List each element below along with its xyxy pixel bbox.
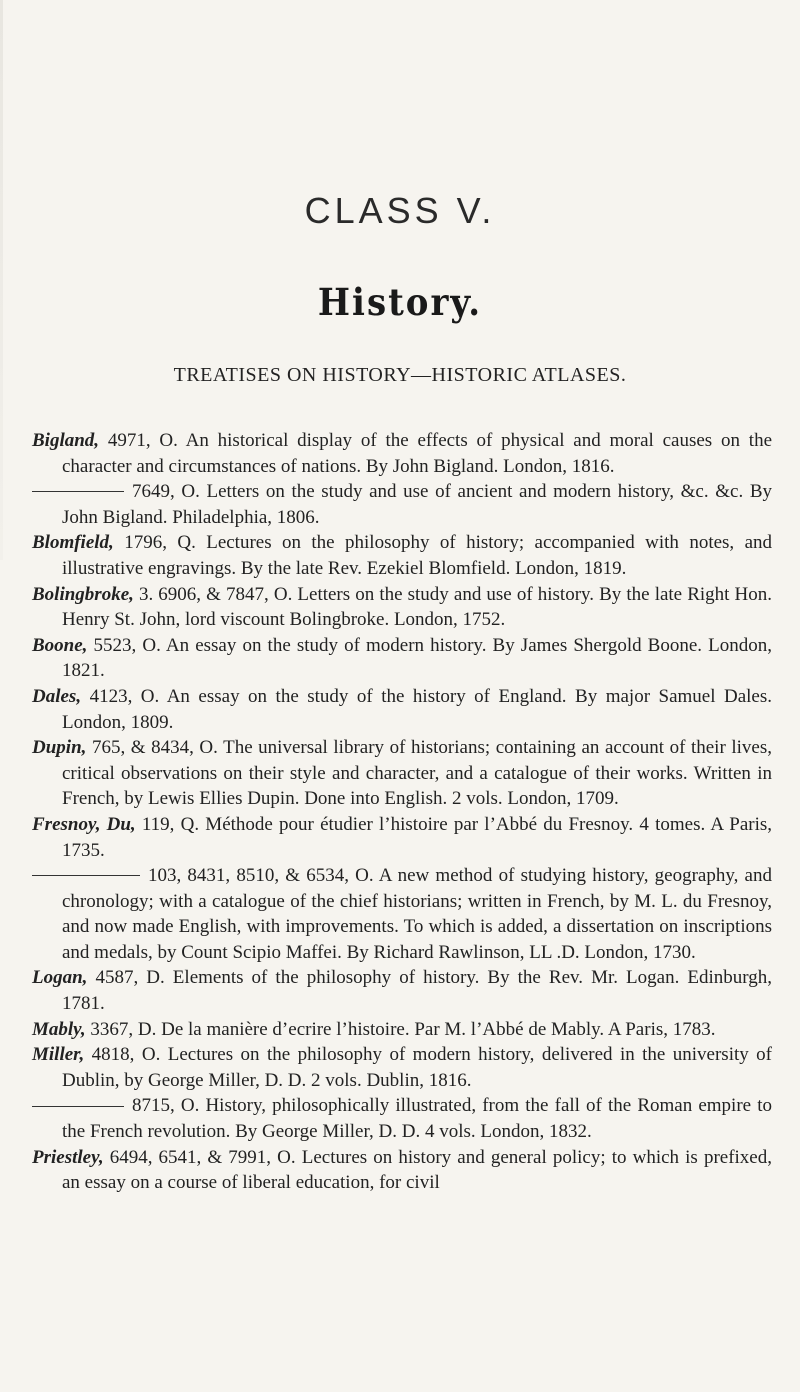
entry-author: Blomfield, bbox=[32, 532, 114, 554]
entry-author: Dales, bbox=[32, 685, 82, 707]
catalogue-entry bbox=[32, 812, 772, 863]
entry-author: Mably, bbox=[32, 1018, 86, 1040]
entry-text: 119, Q. Méthode pour étudier l’histoire par l’Abbé du Fresnoy. 4 tomes. A Paris, 1735. bbox=[62, 813, 772, 861]
ditto-dash bbox=[32, 491, 124, 492]
catalogue-entry bbox=[32, 530, 772, 581]
entry-text: 4971, O. An historical display of the effects of physical and moral causes on the character and circumstances of nations. By John Bigland. London, 1816. bbox=[62, 430, 772, 477]
catalogue-entry bbox=[32, 965, 772, 1016]
entry-text: 7649, O. Letters on the study and use of ancient and modern history, &c. &c. By John Bigland. Philadelphia, 1806. bbox=[62, 481, 772, 528]
entry-text: 103, 8431, 8510, & 6534, O. A new method of studying history, geography, and chronology; with a catalogue of the chief historians; written in French, by M. L. du Fresnoy, and now made English, with improvements. To which is added, a dissertation on inscriptions and medals, by Count Scipio Maffei. By Richard Rawlinson, LL .D. London, 1730. bbox=[62, 865, 772, 963]
catalogue-entry bbox=[32, 684, 772, 735]
entry-author: Dupin, bbox=[32, 737, 87, 759]
page-edge bbox=[0, 0, 3, 560]
class-title: CLASS V. bbox=[304, 190, 496, 231]
entry-text: 1796, Q. Lectures on the philosophy of history; accompanied with notes, and illustrative engravings. By the late Rev. Ezekiel Blomfield. London, 1819. bbox=[62, 532, 772, 579]
entry-text: 4587, D. Elements of the philosophy of history. By the Rev. Mr. Logan. Edinburgh, 1781. bbox=[62, 967, 772, 1015]
entry-text: 765, & 8434, O. The universal library of historians; containing an account of their lives, critical observations on their style and character, and a catalogue of their works. Written in French, by Lewis Ellies Dupin. Done into English. 2 vols. London, 1709. bbox=[62, 737, 772, 810]
catalogue-entry bbox=[32, 1093, 772, 1144]
section-title: History. bbox=[317, 281, 483, 325]
section-subtitle: TREATISES ON HISTORY—HISTORIC ATLASES. bbox=[173, 364, 627, 386]
catalogue-entry bbox=[32, 735, 772, 812]
catalogue-entry bbox=[32, 863, 772, 965]
entry-text: 4818, O. Lectures on the philosophy of modern history, delivered in the university of Dublin, by George Miller, D. D. 2 vols. Dublin, 1816. bbox=[62, 1044, 772, 1091]
catalogue-entry bbox=[32, 428, 772, 479]
entry-text: 8715, O. History, philosophically illustrated, from the fall of the Roman empire to the French revolution. By George Miller, D. D. 4 vols. London, 1832. bbox=[62, 1095, 772, 1143]
entry-author: Priestley, bbox=[32, 1146, 104, 1168]
entry-author: Logan, bbox=[32, 967, 88, 989]
catalogue-entry bbox=[32, 633, 772, 684]
entry-text: 5523, O. An essay on the study of modern history. By James Shergold Boone. London, 1821. bbox=[62, 634, 772, 682]
catalogue-entry bbox=[32, 582, 772, 633]
catalogue-entries bbox=[32, 428, 772, 1196]
entry-text: 4123, O. An essay on the study of the history of England. By major Samuel Dales. London, 1809. bbox=[62, 685, 772, 733]
entry-author: Miller, bbox=[32, 1044, 85, 1066]
catalogue-entry bbox=[32, 1042, 772, 1093]
entry-author: Bolingbroke, bbox=[32, 583, 134, 605]
entry-text: 6494, 6541, & 7991, O. Lectures on history and general policy; to which is prefixed, an essay on a course of liberal education, for civil bbox=[62, 1146, 772, 1194]
catalogue-entry bbox=[32, 479, 772, 530]
catalogue-entry bbox=[32, 1017, 772, 1043]
catalogue-entry bbox=[32, 1145, 772, 1196]
entry-author: Bigland, bbox=[32, 430, 100, 451]
entry-author: Fresnoy, Du, bbox=[32, 813, 136, 835]
ditto-dash bbox=[32, 1106, 124, 1107]
entry-text: 3367, D. De la manière d’ecrire l’histoire. Par M. l’Abbé de Mably. A Paris, 1783. bbox=[85, 1018, 716, 1040]
entry-text: 3. 6906, & 7847, O. Letters on the study and use of history. By the late Right Hon. Henry St. John, lord viscount Bolingbroke. London, 1752. bbox=[62, 583, 772, 631]
ditto-dash bbox=[32, 875, 140, 876]
entry-author: Boone, bbox=[32, 634, 88, 656]
